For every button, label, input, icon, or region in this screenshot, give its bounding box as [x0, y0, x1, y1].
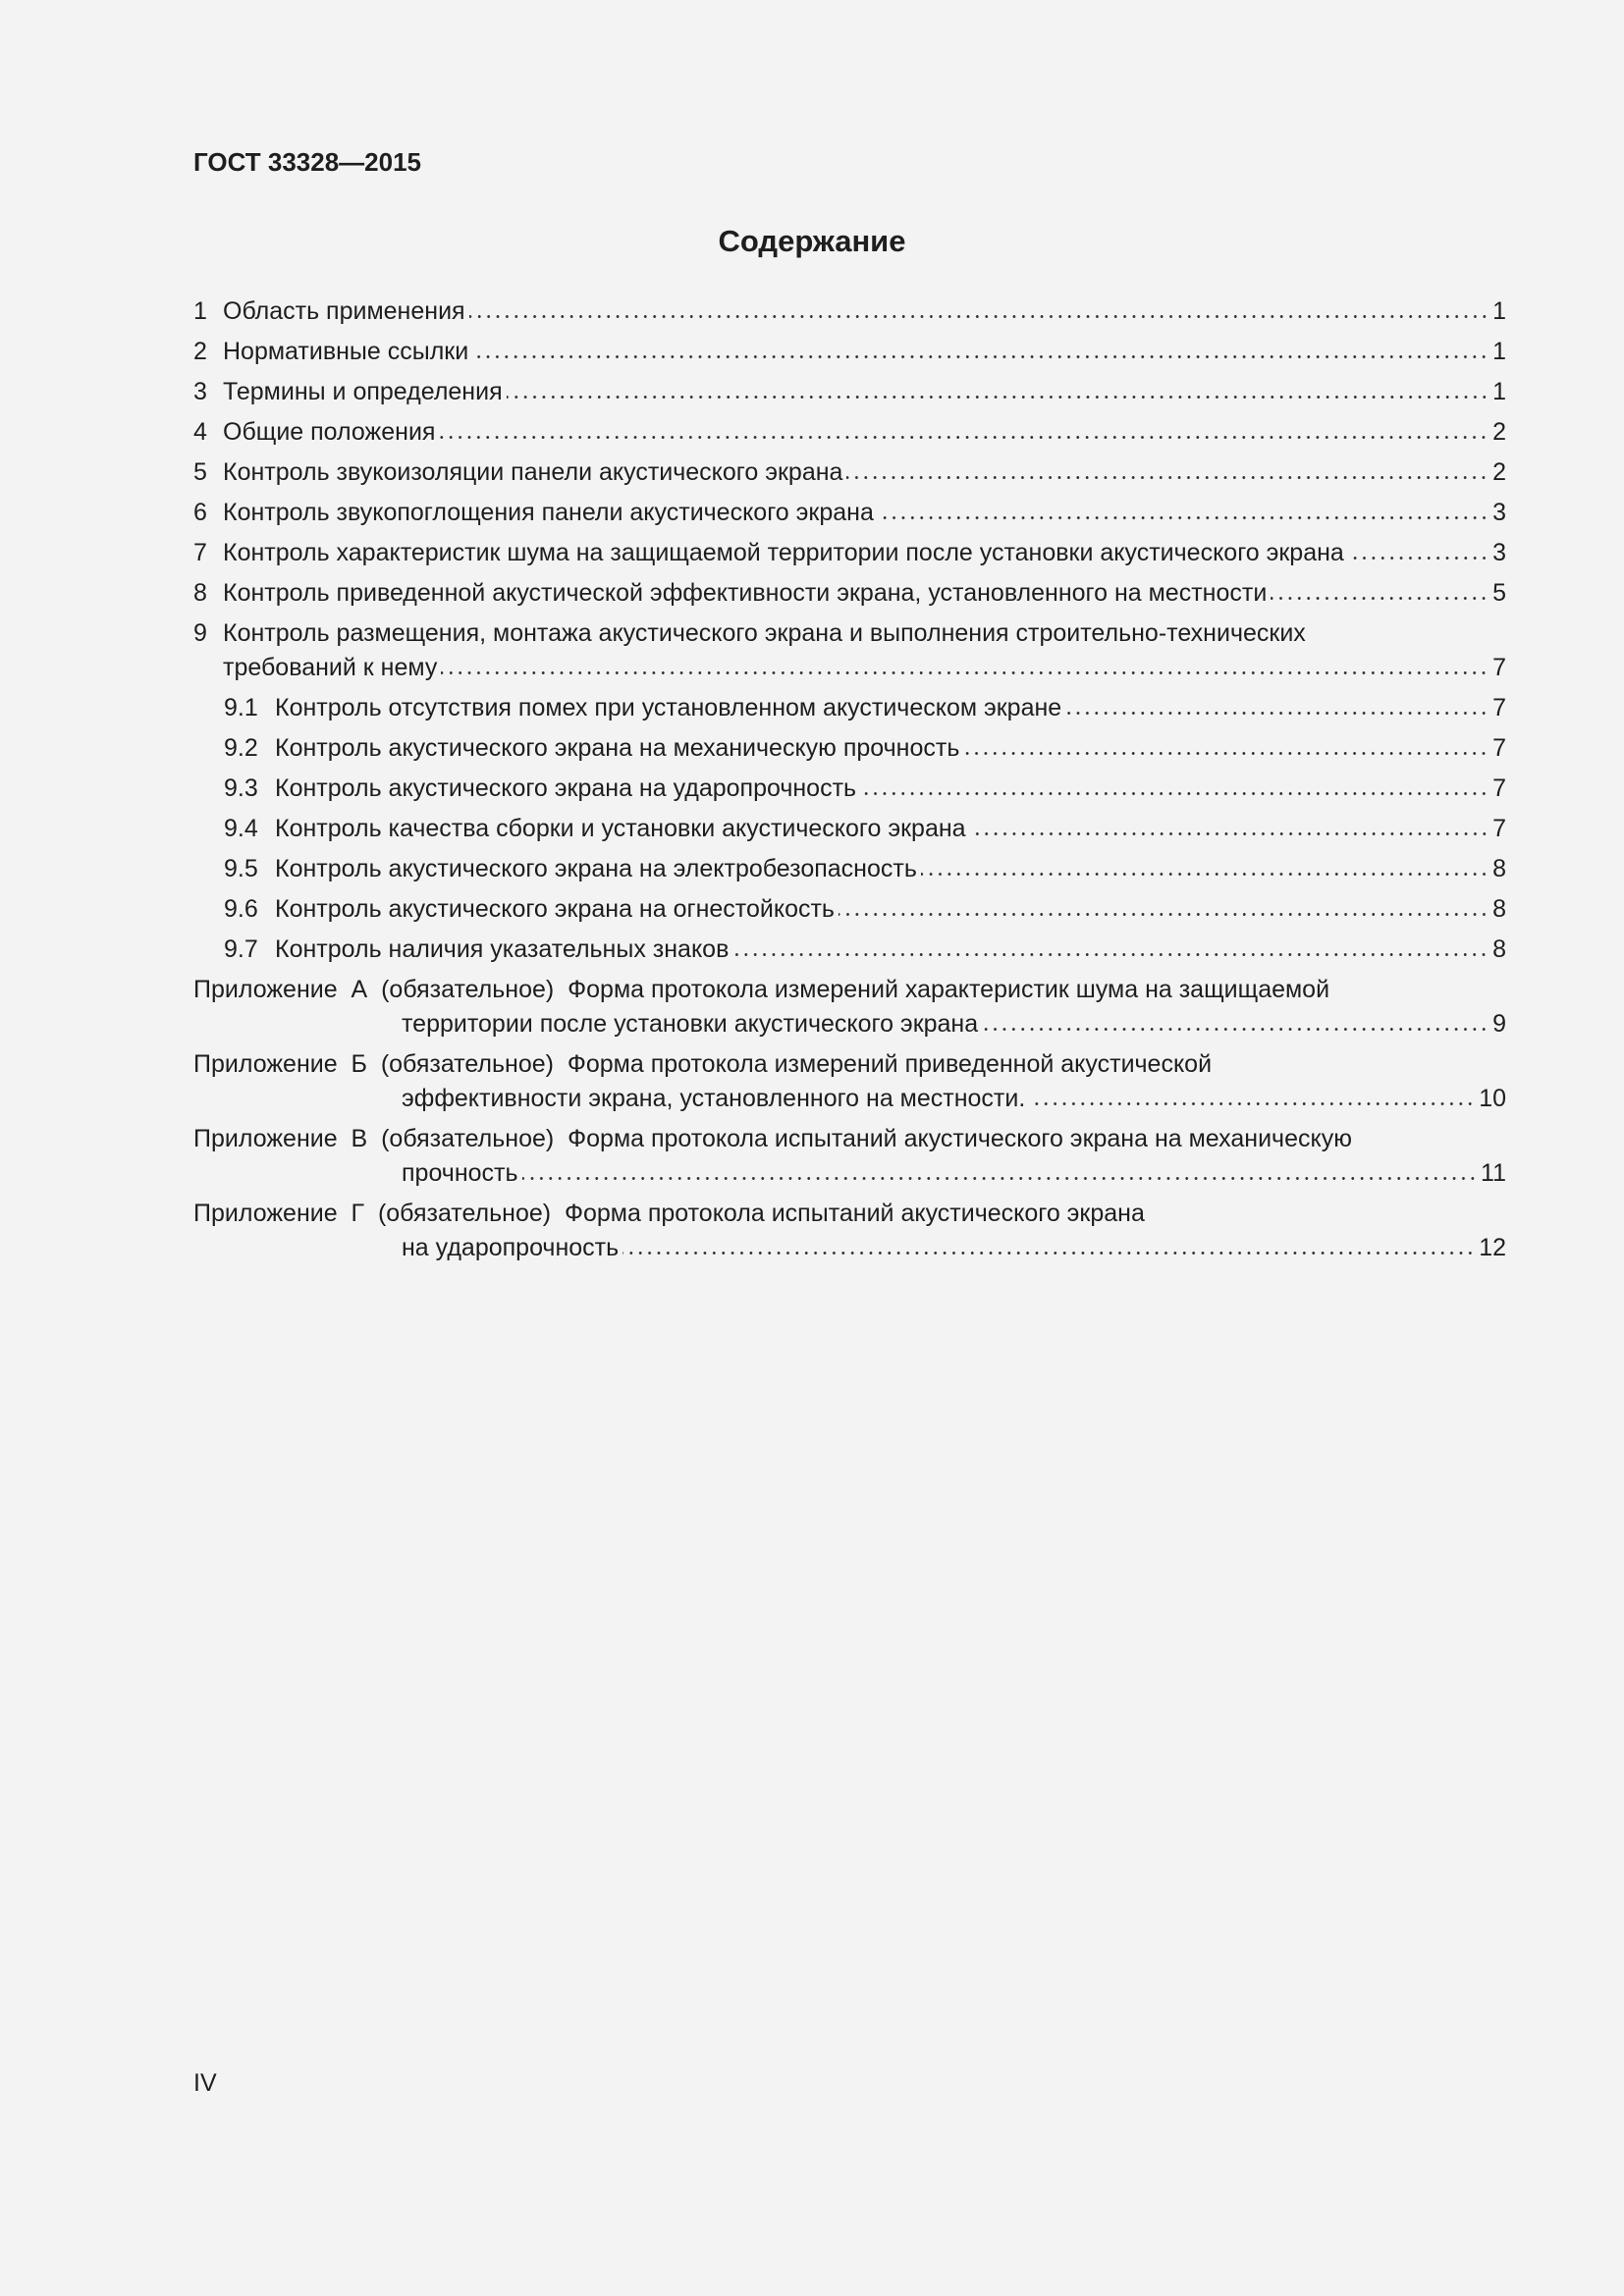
dot-leader: [1271, 597, 1489, 600]
toc-line: [193, 576, 1506, 611]
toc-line: [193, 852, 1506, 886]
toc-number: 9: [193, 619, 207, 647]
toc-page: 7: [1492, 774, 1506, 802]
toc-entry[interactable]: [193, 375, 1506, 409]
dot-leader: [732, 953, 1489, 956]
toc-number: 9.1: [224, 694, 258, 721]
toc-line: [193, 1197, 1506, 1231]
toc-line: [193, 1231, 1506, 1265]
toc-line: [193, 1007, 1506, 1041]
toc-page: 3: [1492, 539, 1506, 566]
toc-number: 9.7: [224, 935, 258, 963]
toc-line: [193, 1047, 1506, 1082]
toc-line: [193, 731, 1506, 766]
toc-line: [193, 375, 1506, 409]
toc-page: 2: [1492, 458, 1506, 486]
toc-line: [193, 691, 1506, 725]
toc-page: 1: [1492, 378, 1506, 405]
dot-leader: [469, 315, 1489, 318]
toc-page: 9: [1492, 1010, 1506, 1038]
toc-number: 9.4: [224, 815, 258, 842]
dot-leader: [472, 355, 1489, 358]
dot-leader: [846, 476, 1489, 479]
dot-leader: [963, 752, 1489, 755]
toc-text: Контроль размещения, монтажа акустического экрана и выполнения строительно-технических: [223, 619, 1306, 647]
toc-page: 8: [1492, 935, 1506, 963]
toc-page: 3: [1492, 499, 1506, 526]
appendix-title-continued: эффективности экрана, установленного на местности.: [402, 1085, 1026, 1112]
toc-number: 9.5: [224, 855, 258, 882]
page-title: Содержание: [718, 224, 906, 258]
dot-leader: [507, 396, 1489, 399]
toc-text: Контроль акустического экрана на ударопрочность: [275, 774, 857, 802]
dot-leader: [878, 516, 1489, 519]
dot-leader: [1348, 557, 1489, 560]
toc-text: Термины и определения: [223, 378, 503, 405]
toc-line: [193, 536, 1506, 570]
toc-page: 11: [1481, 1159, 1506, 1187]
toc-number: 5: [193, 458, 207, 486]
toc-text: Контроль акустического экрана на механическую прочность: [275, 734, 960, 762]
toc-subentry[interactable]: [193, 691, 1506, 725]
toc-text: Контроль характеристик шума на защищаемой территории после установки акустического экрана: [223, 539, 1344, 566]
toc-text: Контроль звукопоглощения панели акустического экрана: [223, 499, 874, 526]
appendix-title-continued: прочность: [402, 1159, 518, 1187]
dot-leader: [860, 792, 1489, 795]
toc-subentry[interactable]: [193, 933, 1506, 967]
table-of-contents: [193, 294, 1506, 1271]
toc-subentry[interactable]: [193, 772, 1506, 806]
standard-designation: ГОСТ 33328—2015: [193, 147, 421, 177]
toc-entry[interactable]: [193, 455, 1506, 490]
toc-text: Общие положения: [223, 418, 436, 446]
toc-text: Контроль отсутствия помех при установленном акустическом экране: [275, 694, 1062, 721]
toc-page: 2: [1492, 418, 1506, 446]
appendix-heading: Приложение А (обязательное) Форма протокола измерений характеристик шума на защищаемой: [193, 976, 1330, 1003]
toc-page: 5: [1492, 579, 1506, 607]
toc-page: 1: [1492, 297, 1506, 325]
toc-page: 8: [1492, 855, 1506, 882]
toc-text: Контроль акустического экрана на огнестойкость: [275, 895, 835, 923]
dot-leader: [1065, 712, 1489, 715]
toc-text-continued: требований к нему: [223, 654, 438, 681]
toc-appendix-entry[interactable]: [193, 1197, 1506, 1265]
toc-line: [193, 973, 1506, 1007]
toc-page: 7: [1492, 654, 1506, 681]
dot-leader: [1029, 1102, 1475, 1105]
toc-subentry[interactable]: [193, 892, 1506, 927]
appendix-title-continued: территории после установки акустического экрана: [402, 1010, 979, 1038]
page-folio: IV: [193, 2069, 217, 2097]
toc-entry[interactable]: [193, 415, 1506, 450]
toc-appendix-entry[interactable]: [193, 1047, 1506, 1116]
toc-text: Контроль приведенной акустической эффективности экрана, установленного на местности: [223, 579, 1268, 607]
toc-text: Область применения: [223, 297, 465, 325]
toc-page: 10: [1479, 1085, 1506, 1112]
toc-number: 9.2: [224, 734, 258, 762]
appendix-title-continued: на ударопрочность: [402, 1234, 620, 1261]
dot-leader: [441, 671, 1489, 674]
toc-page: 1: [1492, 338, 1506, 365]
toc-line: [193, 294, 1506, 329]
toc-line: [193, 1156, 1506, 1191]
toc-line: [193, 415, 1506, 450]
toc-entry[interactable]: [193, 576, 1506, 611]
toc-number: 6: [193, 499, 207, 526]
toc-line: [193, 1082, 1506, 1116]
toc-entry[interactable]: [193, 496, 1506, 530]
appendix-heading: Приложение Б (обязательное) Форма протокола измерений приведенной акустической: [193, 1050, 1213, 1078]
toc-number: 2: [193, 338, 207, 365]
toc-text: Нормативные ссылки: [223, 338, 469, 365]
toc-page: 7: [1492, 815, 1506, 842]
toc-number: 9.3: [224, 774, 258, 802]
toc-subentry[interactable]: [193, 812, 1506, 846]
toc-text: Контроль звукоизоляции панели акустического экрана: [223, 458, 843, 486]
dot-leader: [839, 913, 1489, 916]
toc-appendix-entry[interactable]: [193, 973, 1506, 1041]
appendix-heading: Приложение В (обязательное) Форма протокола испытаний акустического экрана на механическую: [193, 1125, 1352, 1152]
toc-line: [193, 335, 1506, 369]
toc-subentry[interactable]: [193, 731, 1506, 766]
dot-leader: [439, 436, 1489, 439]
toc-number: 4: [193, 418, 207, 446]
toc-text: Контроль наличия указательных знаков: [275, 935, 730, 963]
dot-leader: [970, 832, 1489, 835]
toc-subentry[interactable]: [193, 852, 1506, 886]
toc-line: [193, 772, 1506, 806]
toc-line: [193, 1122, 1506, 1156]
toc-page: 7: [1492, 734, 1506, 762]
toc-page: 12: [1479, 1234, 1506, 1261]
toc-line: [193, 933, 1506, 967]
toc-line: [193, 455, 1506, 490]
dot-leader: [623, 1252, 1475, 1255]
toc-text: Контроль акустического экрана на электробезопасность: [275, 855, 917, 882]
toc-number: 7: [193, 539, 207, 566]
toc-number: 8: [193, 579, 207, 607]
toc-line: [193, 812, 1506, 846]
toc-number: 3: [193, 378, 207, 405]
toc-entry-section-9[interactable]: [193, 616, 1506, 685]
toc-appendix-entry[interactable]: [193, 1122, 1506, 1191]
toc-entry[interactable]: [193, 294, 1506, 329]
appendix-heading: Приложение Г (обязательное) Форма протокола испытаний акустического экрана: [193, 1200, 1145, 1227]
toc-number: 9.6: [224, 895, 258, 923]
dot-leader: [522, 1177, 1478, 1180]
toc-page: 7: [1492, 694, 1506, 721]
toc-text: Контроль качества сборки и установки акустического экрана: [275, 815, 966, 842]
toc-entry[interactable]: [193, 536, 1506, 570]
toc-number: 1: [193, 297, 207, 325]
toc-page: 8: [1492, 895, 1506, 923]
toc-line: [193, 496, 1506, 530]
toc-line: [193, 892, 1506, 927]
dot-leader: [982, 1028, 1489, 1031]
toc-entry[interactable]: [193, 335, 1506, 369]
dot-leader: [921, 873, 1489, 876]
